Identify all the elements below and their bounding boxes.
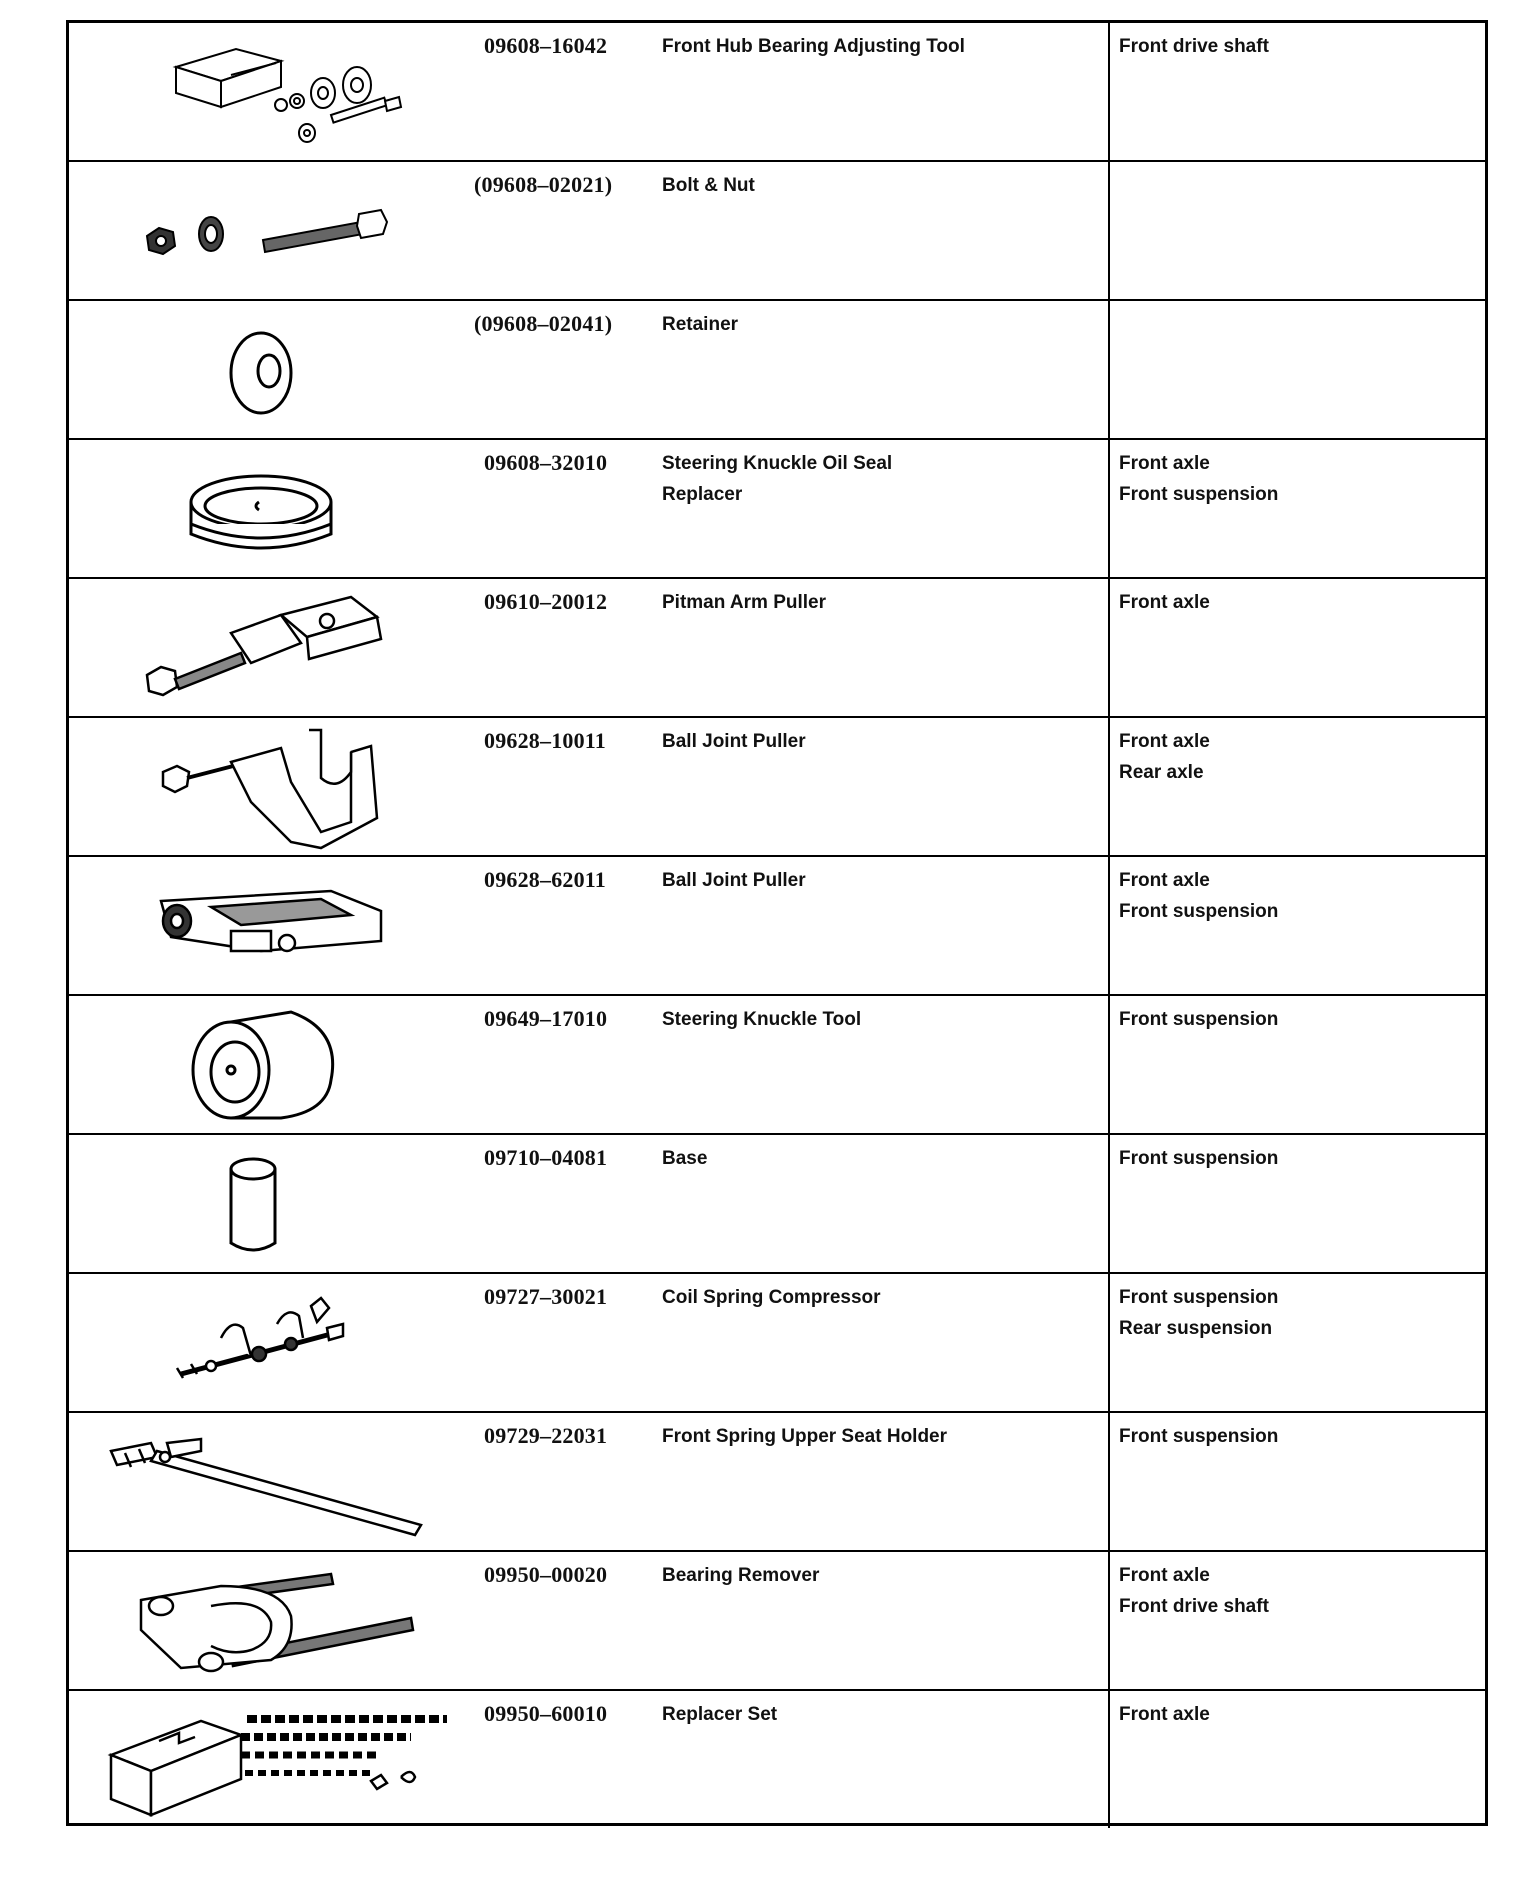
table-row: [69, 440, 1485, 579]
usage: [1119, 1004, 1278, 1035]
column-divider: [1108, 162, 1110, 299]
tool-name: [662, 1282, 1082, 1313]
part-number: 09628–10011: [484, 728, 606, 753]
part-number: 09608–16042: [484, 33, 608, 58]
tool-name-line: Front Hub Bearing Adjusting Tool: [662, 36, 965, 57]
part-number: 09729–22031: [484, 1423, 608, 1448]
pitman-arm-puller-icon: [81, 583, 551, 711]
tool-name: [662, 31, 1082, 62]
part-number: 09950–00020: [484, 1562, 608, 1587]
tool-name-line: Base: [662, 1148, 708, 1169]
part-number: 09710–04081: [484, 1145, 608, 1170]
special-service-tools-table: [66, 20, 1488, 1826]
part-number: 09608–32010: [484, 450, 608, 475]
part-number: 09727–30021: [484, 1284, 608, 1309]
usage-line: Rear axle: [1119, 762, 1204, 783]
column-divider: [1108, 440, 1110, 577]
usage: [1119, 587, 1210, 618]
column-divider: [1108, 23, 1110, 160]
tool-name-line: Bearing Remover: [662, 1565, 820, 1586]
tool-name-line: Replacer Set: [662, 1704, 778, 1725]
usage: [1119, 1421, 1278, 1452]
column-divider: [1108, 996, 1110, 1133]
part-number: (09608–02041): [474, 311, 613, 336]
tool-name: [662, 1004, 1082, 1035]
usage-line: Front axle: [1119, 1704, 1210, 1725]
tool-name: [662, 1143, 1082, 1174]
column-divider: [1108, 1691, 1110, 1828]
usage: [1119, 448, 1278, 510]
column-divider: [1108, 1274, 1110, 1411]
tool-name-line: Replacer: [662, 484, 743, 505]
column-divider: [1108, 857, 1110, 994]
table-row: [69, 1413, 1485, 1552]
tool-name-line: Ball Joint Puller: [662, 870, 806, 891]
usage: [1119, 1699, 1210, 1730]
tool-name: [662, 1699, 1082, 1730]
column-divider: [1108, 1552, 1110, 1689]
hub-bearing-adjusting-tool-icon: [81, 27, 551, 155]
usage-line: Front suspension: [1119, 1148, 1279, 1169]
coil-spring-compressor-icon: [81, 1278, 551, 1406]
usage-line: Rear suspension: [1119, 1318, 1273, 1339]
usage: [1119, 726, 1210, 788]
tool-name: [662, 1560, 1082, 1591]
table-row: [69, 1691, 1485, 1828]
steering-knuckle-tool-icon: [81, 1000, 551, 1128]
usage-line: Front drive shaft: [1119, 1596, 1269, 1617]
base-cylinder-icon: [81, 1139, 551, 1267]
part-number: (09608–02021): [474, 172, 613, 197]
spring-seat-holder-icon: [81, 1417, 551, 1545]
tool-name: [662, 865, 1082, 896]
table-row: [69, 1135, 1485, 1274]
oil-seal-replacer-icon: [81, 444, 551, 572]
usage-line: Front suspension: [1119, 1426, 1279, 1447]
usage-line: Front suspension: [1119, 901, 1279, 922]
tool-name-line: Retainer: [662, 314, 739, 335]
tool-name-line: Pitman Arm Puller: [662, 592, 827, 613]
usage-line: Front suspension: [1119, 484, 1279, 505]
part-number: 09950–60010: [484, 1701, 608, 1726]
column-divider: [1108, 718, 1110, 855]
usage: [1119, 1282, 1278, 1344]
usage: [1119, 865, 1278, 927]
table-row: [69, 579, 1485, 718]
usage: [1119, 1560, 1269, 1622]
replacer-set-icon: [81, 1695, 551, 1823]
column-divider: [1108, 1135, 1110, 1272]
table-row: [69, 996, 1485, 1135]
usage-line: Front suspension: [1119, 1287, 1279, 1308]
tool-name: [662, 309, 1082, 340]
tool-name-line: Bolt & Nut: [662, 175, 755, 196]
tool-name: [662, 170, 1082, 201]
usage: [1119, 31, 1269, 62]
part-number: 09610–20012: [484, 589, 608, 614]
tool-name-line: Ball Joint Puller: [662, 731, 806, 752]
part-number: 09628–62011: [484, 867, 606, 892]
part-number: 09649–17010: [484, 1006, 608, 1031]
tool-name-line: Coil Spring Compressor: [662, 1287, 881, 1308]
table-row: [69, 718, 1485, 857]
ball-joint-puller-icon: [81, 722, 551, 850]
bearing-remover-icon: [81, 1556, 551, 1684]
table-row: [69, 162, 1485, 301]
usage-line: Front axle: [1119, 1565, 1210, 1586]
column-divider: [1108, 579, 1110, 716]
usage-line: Front axle: [1119, 453, 1210, 474]
usage-line: Front drive shaft: [1119, 36, 1269, 57]
table-row: [69, 301, 1485, 440]
ball-joint-puller-2-icon: [81, 861, 551, 989]
table-row: [69, 1274, 1485, 1413]
tool-name: [662, 726, 1082, 757]
usage-line: Front axle: [1119, 592, 1210, 613]
tool-name-line: Steering Knuckle Oil Seal: [662, 453, 893, 474]
usage-line: Front axle: [1119, 731, 1210, 752]
usage: [1119, 1143, 1278, 1174]
tool-name: [662, 448, 1082, 510]
tool-name: [662, 587, 1082, 618]
table-row: [69, 857, 1485, 996]
column-divider: [1108, 301, 1110, 438]
tool-name-line: Front Spring Upper Seat Holder: [662, 1426, 948, 1447]
table-row: [69, 1552, 1485, 1691]
tool-name: [662, 1421, 1082, 1452]
table-row: [69, 23, 1485, 162]
tool-name-line: Steering Knuckle Tool: [662, 1009, 862, 1030]
usage-line: Front suspension: [1119, 1009, 1279, 1030]
column-divider: [1108, 1413, 1110, 1550]
usage-line: Front axle: [1119, 870, 1210, 891]
